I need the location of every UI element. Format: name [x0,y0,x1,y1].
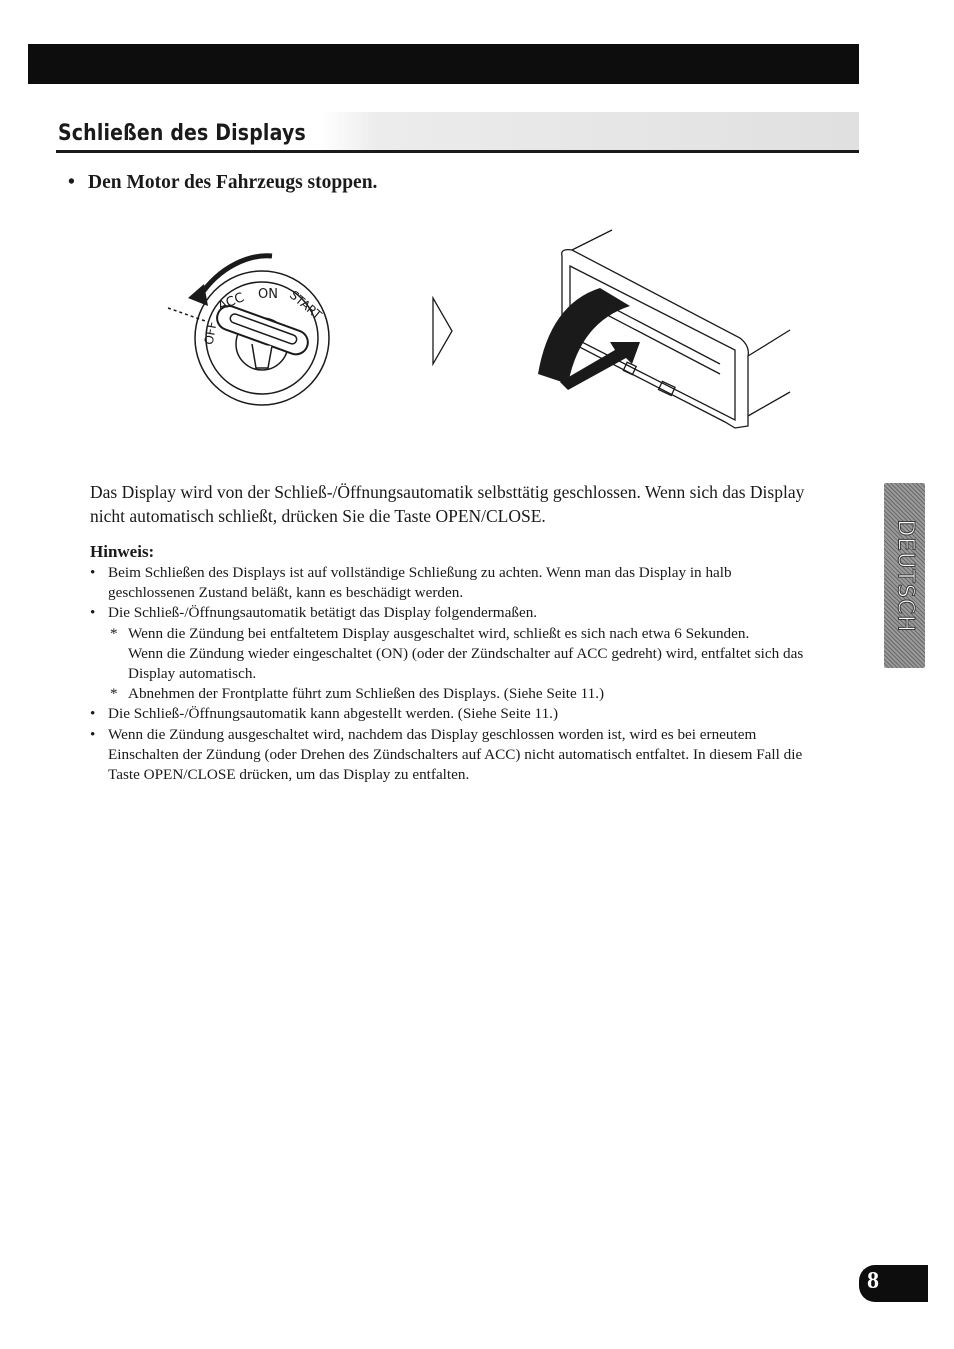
step-bullet: • [68,172,75,193]
note-subtext: Abnehmen der Frontplatte führt zum Schließen des Displays. (Siehe Seite 11.) [128,685,605,703]
ignition-label-off: OFF [201,320,220,346]
top-banner-bar [28,44,859,84]
intro-paragraph: Das Display wird von der Schließ-/Öffnungsautomatik selbsttätig geschlossen. Wenn sich das Display nicht automatisch schließt, drücken Sie die Taste OPEN/CLOSE. [90,482,805,526]
step-text: Den Motor des Fahrzeugs stoppen. [88,172,378,193]
note-subitem [108,624,818,685]
note-item [88,704,818,724]
note-item [88,563,818,603]
note-text: Die Schließ-/Öffnungsautomatik kann abgestellt werden. (Siehe Seite 11.) [108,705,559,723]
note-subitem [108,684,818,704]
note-asterisk: * [110,685,118,703]
next-step-arrow [433,298,452,364]
dashboard-line-top [572,230,612,250]
note-subtext: Wenn die Zündung bei entfaltetem Display ausgeschaltet wird, schließt es sich nach etwa 6 Sekunden. [128,624,750,642]
step-instruction [68,172,377,194]
ignition-key-stem [252,344,272,368]
note-item [88,725,818,786]
note-bullet: • [90,604,96,622]
note-bullet: • [90,705,96,723]
note-text: Die Schließ-/Öffnungsautomatik betätigt das Display folgendermaßen. [108,604,538,622]
language-tab-label: DEUTSCH [892,518,917,633]
page-number-tab [859,1265,928,1302]
illustration [160,226,800,436]
note-text: Beim Schließen des Displays ist auf vollständige Schließung zu achten. Wenn man das Display in halb geschlossenen Zustand beläßt, kann es beschädigt werden. [108,564,732,602]
note-heading: Hinweis: [90,542,155,561]
dashboard-line-right [748,330,790,356]
note-subtext-2: Wenn die Zündung wieder eingeschaltet (ON) (oder der Zündschalter auf ACC gedreht) wird, entfaltet sich das Display automatisch. [128,644,804,683]
note-list [88,563,818,785]
off-indicator-line [168,308,208,322]
language-side-tab [884,483,925,668]
ignition-label-start: START [286,287,325,323]
note-asterisk: * [110,624,118,642]
ignition-label-acc: ACC [215,290,247,315]
page-number: 8 [867,1268,879,1294]
note-bullet: • [90,564,96,581]
section-header [56,112,859,153]
note-text: Wenn die Zündung ausgeschaltet wird, nachdem das Display geschlossen worden ist, wird es bei erneutem Einschalten der Zündung (oder Drehen des Zündschalters auf ACC) nicht automatisch entfaltet. In diesem Fall die Taste OPEN/CLOSE drücken, um das Display zu entfalten. [108,725,803,784]
ignition-switch-illustration [168,256,329,405]
section-title: Schließen des Displays [58,121,306,146]
head-unit-illustration [538,230,790,428]
note-item [88,603,818,704]
dashboard-line-bottom [748,392,790,416]
ignition-label-on: ON [258,287,278,302]
note-bullet: • [90,725,96,743]
